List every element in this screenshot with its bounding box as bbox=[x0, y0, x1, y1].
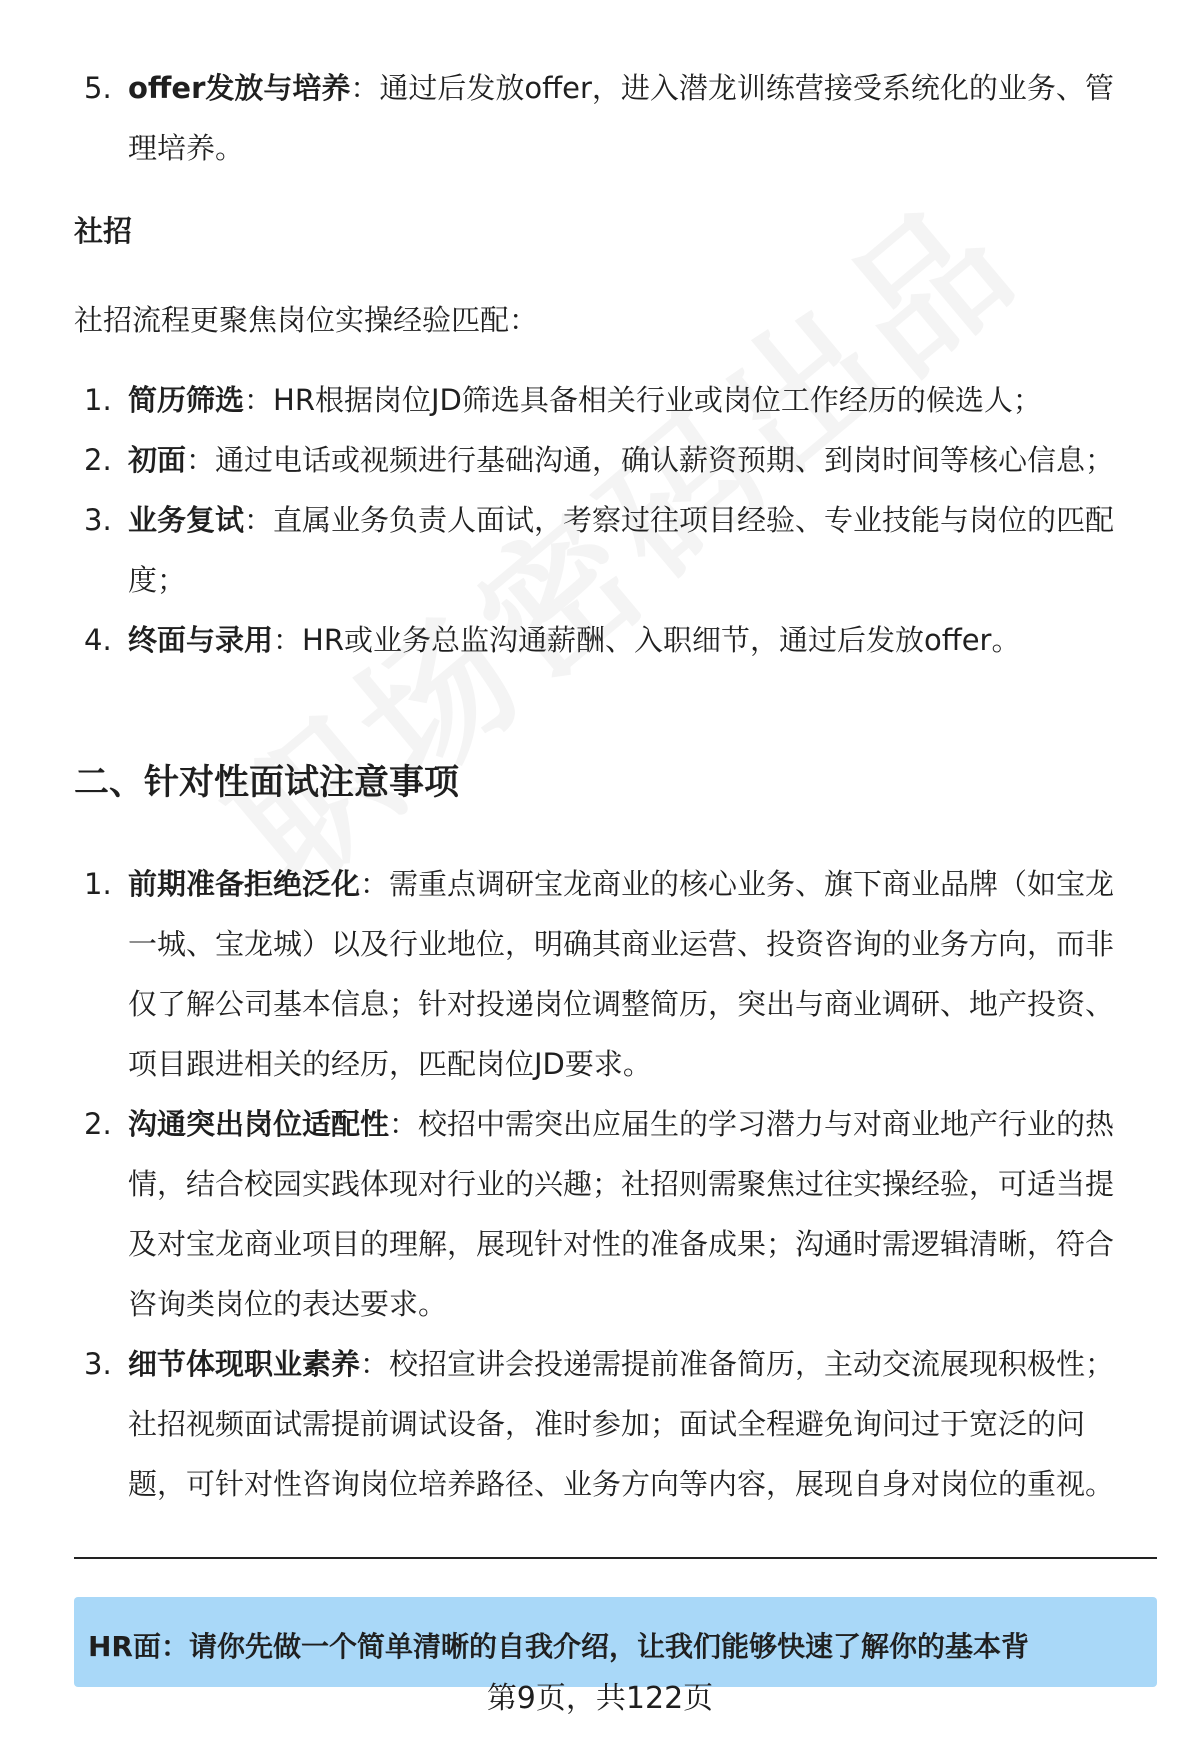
list-item-title: 沟通突出岗位适配性 bbox=[128, 1107, 390, 1141]
list-item-title: 简历筛选 bbox=[128, 383, 245, 417]
list-item-number: 3. bbox=[84, 503, 112, 537]
list-item-title: 前期准备拒绝泛化 bbox=[128, 867, 361, 901]
list-item-number: 4. bbox=[84, 623, 112, 657]
list-item-number: 1. bbox=[84, 383, 112, 417]
list-item bbox=[0, 1334, 1200, 1514]
hr-question-text: HR面：请你先做一个简单清晰的自我介绍，让我们能够快速了解你的基本背 bbox=[88, 1630, 1029, 1663]
list-item bbox=[0, 490, 1200, 610]
list-item-text: ：校招宣讲会投递需提前准备简历，主动交流展现积极性；社招视频面试需提前调试设备，准时参加；面试全程避免询问过于宽泛的问题，可针对性咨询岗位培养路径、业务方向等内容，展现自身对岗位的重视。 bbox=[128, 1347, 1115, 1501]
social-recruit-intro: 社招流程更聚焦岗位实操经验匹配： bbox=[74, 303, 539, 337]
list-item-text: ：HR根据岗位JD筛选具备相关行业或岗位工作经历的候选人； bbox=[244, 383, 1042, 417]
list-item-number: 3. bbox=[84, 1347, 112, 1381]
section-heading: 二、针对性面试注意事项 bbox=[74, 763, 460, 803]
list-item bbox=[0, 1094, 1200, 1334]
interview-tips-list bbox=[0, 854, 1200, 1514]
list-item bbox=[0, 610, 1200, 670]
page-footer: 第9页，共122页 bbox=[486, 1681, 714, 1716]
list-item-number: 2. bbox=[84, 443, 112, 477]
list-item-title: 终面与录用 bbox=[128, 623, 274, 657]
list-item-number: 5. bbox=[84, 71, 112, 105]
list-item-text: ：HR或业务总监沟通薪酬、入职细节，通过后发放offer。 bbox=[273, 623, 1021, 657]
list-item bbox=[0, 58, 1200, 178]
list-item-text: ：校招中需突出应届生的学习潜力与对商业地产行业的热情，结合校园实践体现对行业的兴趣；社招则需聚焦过往实操经验，可适当提及对宝龙商业项目的理解，展现针对性的准备成果；沟通时需逻辑清晰，符合咨询类岗位的表达要求。 bbox=[128, 1107, 1115, 1321]
list-item-title: 细节体现职业素养 bbox=[128, 1347, 361, 1381]
list-item bbox=[0, 370, 1200, 430]
social-recruit-heading: 社招 bbox=[74, 214, 133, 248]
list-item bbox=[0, 854, 1200, 1094]
list-item-text: ：通过后发放offer，进入潜龙训练营接受系统化的业务、管理培养。 bbox=[128, 71, 1114, 165]
list-item-number: 1. bbox=[84, 867, 112, 901]
list-item-number: 2. bbox=[84, 1107, 112, 1141]
list-item bbox=[0, 430, 1200, 490]
list-item-text: ：需重点调研宝龙商业的核心业务、旗下商业品牌（如宝龙一城、宝龙城）以及行业地位，明确其商业运营、投资咨询的业务方向，而非仅了解公司基本信息；针对投递岗位调整简历，突出与商业调研、地产投资、项目跟进相关的经历，匹配岗位JD要求。 bbox=[128, 867, 1115, 1081]
list-item-text: ：通过电话或视频进行基础沟通，确认薪资预期、到岗时间等核心信息； bbox=[186, 443, 1115, 477]
top-ordered-list bbox=[0, 58, 1200, 178]
social-recruit-list bbox=[0, 370, 1200, 670]
list-item-text: ：直属业务负责人面试，考察过往项目经验、专业技能与岗位的匹配度； bbox=[128, 503, 1115, 597]
list-item-title: offer发放与培养 bbox=[128, 71, 351, 105]
list-item-title: 业务复试 bbox=[128, 503, 245, 537]
horizontal-rule bbox=[74, 1557, 1157, 1559]
list-item-title: 初面 bbox=[128, 443, 187, 477]
